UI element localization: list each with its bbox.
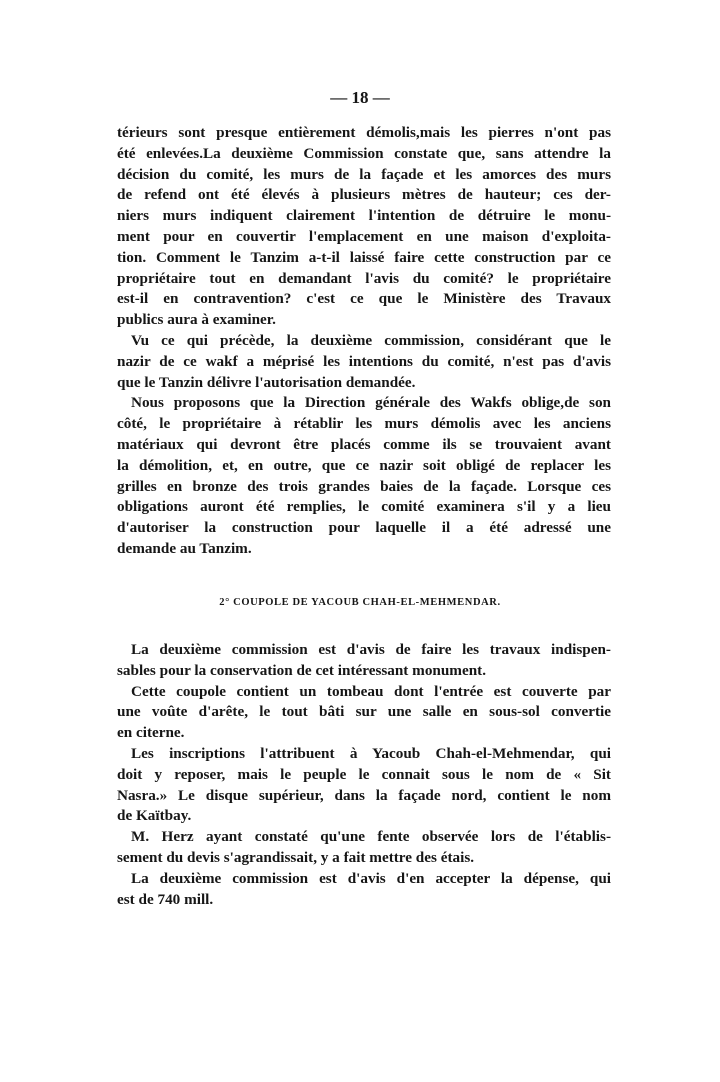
section-1-text [117,123,611,560]
text-line: La deuxième commission est d'avis d'en accepter la dépense, qui [131,869,611,887]
paragraph [117,827,611,869]
paragraph [117,744,611,827]
text-line: La deuxième commission est d'avis de faire les travaux indispen- [131,641,611,658]
paragraph [117,393,611,559]
text-line: sables pour la conservation de cet intéressant monument. [117,661,486,679]
text-line: obligations auront été remplies, le comité examinera s'il y a lieu [117,498,611,516]
text-line: une voûte d'arête, le tout bâti sur une salle en sous-sol convertie [117,703,611,721]
text-line: M. Herz ayant constaté qu'une fente observée lors de l'établis- [131,828,611,846]
text-line: été enlevées.La deuxième Commission constate que, sans attendre la [117,144,611,162]
text-line: doit y reposer, mais le peuple le connait sous le nom de « Sit [117,765,611,783]
text-line: Nasra.» Le disque supérieur, dans la façade nord, contient le nom [117,786,611,804]
text-line: Nous proposons que la Direction générale des Wakfs oblige,de son [131,394,611,412]
text-line: sement du devis s'agrandissait, y a fait mettre des étais. [117,848,475,866]
paragraph [117,682,611,744]
text-line: d'autoriser la construction pour laquelle il a été adressé une [117,519,611,537]
text-line: ment pour en couvertir l'emplacement en une maison d'exploita- [117,227,611,245]
text-line: de Kaïtbay. [117,807,192,825]
text-line: publics aura à examiner. [117,311,276,329]
text-line: côté, le propriétaire à rétablir les murs démolis avec les anciens [117,415,611,433]
text-line: térieurs sont presque entièrement démolis,mais les pierres n'ont pas [117,124,611,141]
text-line: décision du comité, les murs de la façade et les amorces des murs [117,165,611,183]
text-line: que le Tanzin délivre l'autorisation demandée. [117,373,416,391]
text-line: matériaux qui devront être placés comme ils se trouvaient avant [117,435,611,453]
text-line: est de 740 mill. [117,890,214,908]
text-line: tion. Comment le Tanzim a-t-il laissé faire cette construction par ce [117,248,611,266]
text-line: est-il en contravention? c'est ce que le Ministère des Travaux [117,290,611,308]
section-heading: 2° COUPOLE DE YACOUB CHAH-EL-MEHMENDAR. [219,597,501,608]
paragraph [117,640,611,682]
paragraph [117,869,611,911]
text-line: Les inscriptions l'attribuent à Yacoub Chah-el-Mehmendar, qui [131,744,611,762]
text-line: Vu ce qui précède, la deuxième commission, considérant que le [131,331,611,349]
text-line: Cette coupole contient un tombeau dont l'entrée est couverte par [131,682,611,700]
text-line: propriétaire tout en demandant l'avis du comité? le propriétaire [117,269,611,287]
paragraph [117,331,611,393]
text-line: niers murs indiquent clairement l'intention de détruire le monu- [117,207,611,225]
paragraph [117,123,611,331]
text-line: en citerne. [117,724,185,742]
page-number: — 18 — [330,88,390,107]
text-line: demande au Tanzim. [117,539,252,557]
text-line: de refend ont été élevés à plusieurs mètres de hauteur; ces der- [117,186,611,204]
section-2-text [117,640,611,910]
text-line: la démolition, et, en outre, que ce nazir soit obligé de replacer les [117,456,611,474]
text-line: nazir de ce wakf a méprisé les intentions du comité, n'est pas d'avis [117,352,611,370]
text-line: grilles en bronze des trois grandes baies de la façade. Lorsque ces [117,477,611,495]
